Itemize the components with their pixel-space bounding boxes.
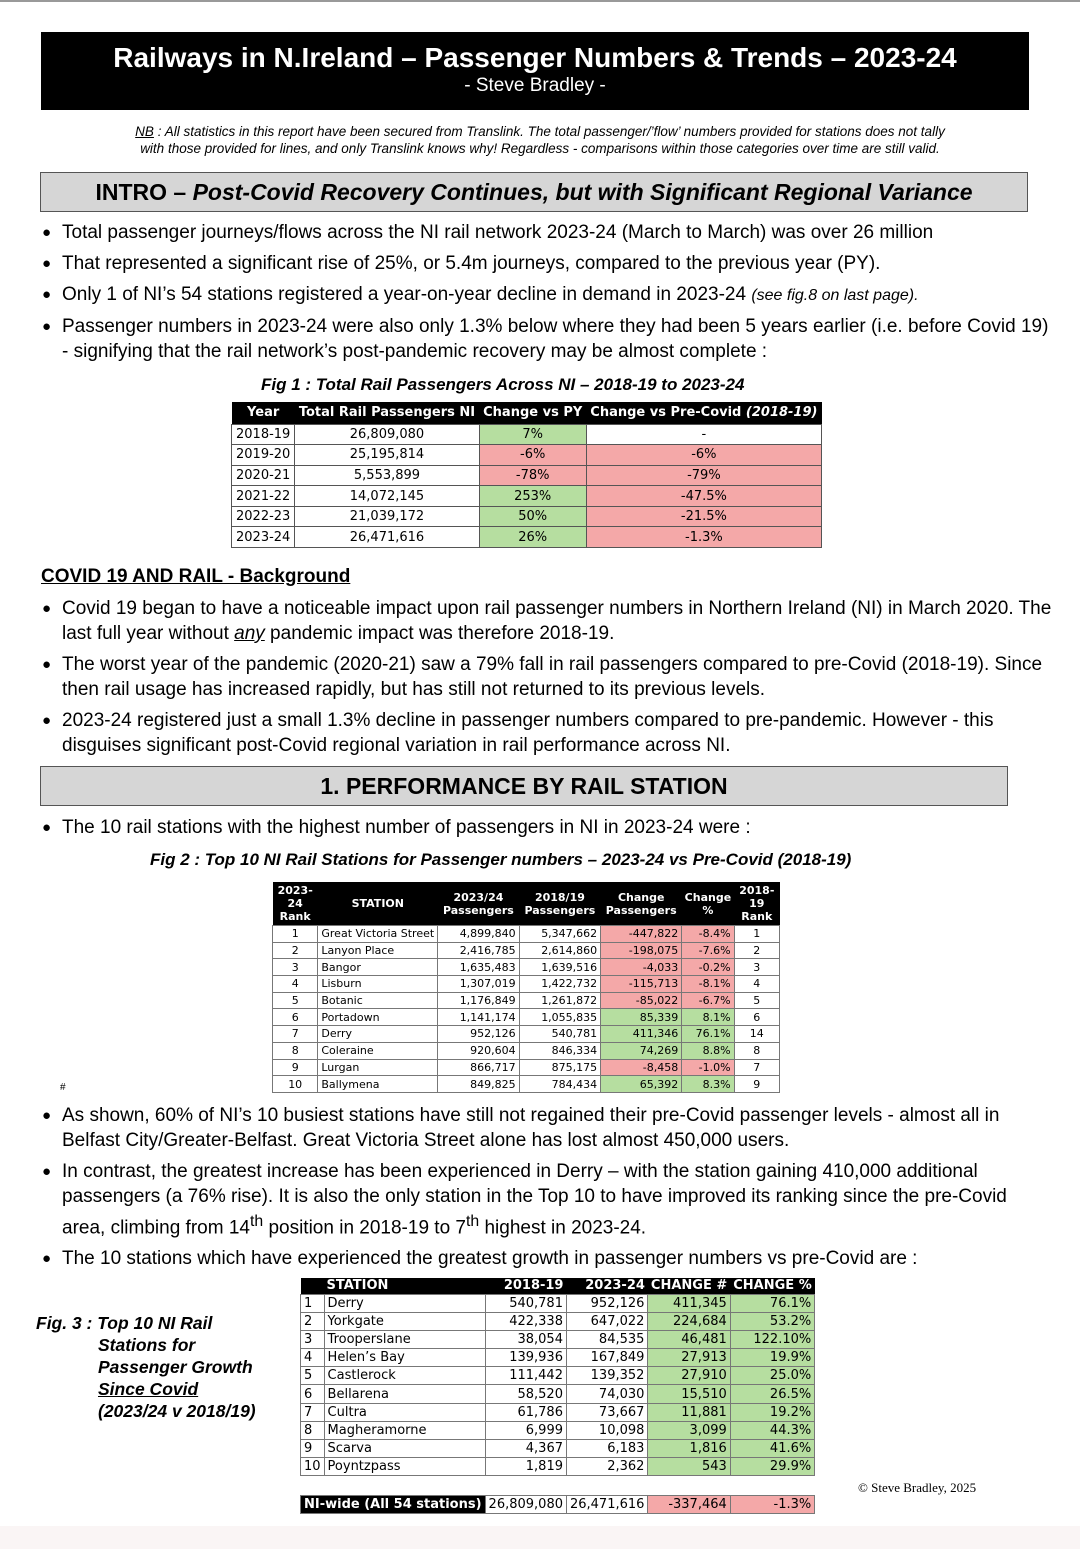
table-row	[273, 976, 780, 993]
fig2-cell-rank: 7	[273, 1026, 318, 1043]
table-row	[273, 1059, 780, 1076]
table-row	[232, 486, 822, 507]
table-row	[232, 527, 822, 548]
fig1-cell-change-py: 26%	[479, 527, 586, 548]
fig3-cell-2018: 111,442	[485, 1367, 566, 1385]
fig2-header-rank: 2023-24 Rank	[273, 882, 318, 926]
table-row	[273, 942, 780, 959]
fig2-cell-rank: 5	[273, 992, 318, 1009]
fig2-cell-change-pct: 8.8%	[682, 1042, 734, 1059]
fig2-cell-2023: 4,899,840	[438, 926, 520, 943]
fig3-cell-change-num: 3,099	[648, 1421, 730, 1439]
fig1-cell-change-precovid: -47.5%	[586, 486, 821, 507]
fig1-cell-change-precovid: -1.3%	[586, 527, 821, 548]
fig3-total-change-num: -337,464	[648, 1496, 730, 1514]
fig3-cell-2018: 61,786	[485, 1403, 566, 1421]
fig3-cell-index: 4	[301, 1349, 325, 1367]
fig2-caption: Fig 2 : Top 10 NI Rail Stations for Passenger numbers – 2023-24 vs Pre-Covid (2018-19)	[150, 850, 852, 869]
fig2-cell-2018: 875,175	[519, 1059, 601, 1076]
fig1-cell-year: 2020-21	[232, 465, 295, 486]
fig2-cell-rank: 9	[273, 1059, 318, 1076]
fig1-cell-change-py: 7%	[479, 424, 586, 445]
fig3-cell-2023: 647,022	[566, 1312, 647, 1330]
fig3-cell-change-pct: 122.10%	[730, 1330, 814, 1348]
fig3-cell-station: Yorkgate	[324, 1312, 485, 1330]
fig3-cell-change-num: 27,910	[648, 1367, 730, 1385]
fig1-cell-change-precovid: -	[586, 424, 821, 445]
fig3-total-label: NI-wide (All 54 stations)	[301, 1496, 486, 1514]
fig2-cell-2018: 784,434	[519, 1076, 601, 1093]
fig2-cell-2018: 5,347,662	[519, 926, 601, 943]
fig2-cell-rank: 1	[273, 926, 318, 943]
fig2-cell-change: -85,022	[601, 992, 682, 1009]
fig2-header-station: STATION	[318, 882, 438, 926]
fig3-header-2018: 2018-19	[485, 1278, 566, 1294]
fig1-cell-total: 5,553,899	[295, 465, 479, 486]
fig3-cell-station: Bellarena	[324, 1385, 485, 1403]
fig3-total-2023: 26,471,616	[566, 1496, 647, 1514]
fig3-cell-2023: 74,030	[566, 1385, 647, 1403]
fig1-cell-total: 14,072,145	[295, 486, 479, 507]
fig3-cell-change-pct: 44.3%	[730, 1421, 814, 1439]
intro-heading-prefix: INTRO –	[95, 179, 193, 205]
fig2-cell-change-pct: 8.1%	[682, 1009, 734, 1026]
fig2-header-change-pct: Change %	[682, 882, 734, 926]
fig2-cell-2018: 2,614,860	[519, 942, 601, 959]
table-row	[232, 506, 822, 527]
fig1-cell-total: 21,039,172	[295, 506, 479, 527]
table-row	[273, 992, 780, 1009]
fig2-cell-rank: 3	[273, 959, 318, 976]
fig3-cell-change-num: 11,881	[648, 1403, 730, 1421]
fig2-cell-change-pct: -6.7%	[682, 992, 734, 1009]
covid-bullet-2: ● The worst year of the pandemic (2020-21) saw a 79% fall in rail passengers compared to pre-Covid (2018-19). Since then rail usage has increased rapidly, but has still not returned to its previous levels.	[42, 652, 1052, 702]
fig3-cell-change-num: 543	[648, 1458, 730, 1476]
nb-text-2: with those provided for lines, and only Translink knows why! Regardless - comparisons within those categories over time are still valid.	[140, 141, 940, 156]
nb-note	[40, 123, 1040, 157]
fig2-cell-change: 85,339	[601, 1009, 682, 1026]
fig1-cell-total: 26,809,080	[295, 424, 479, 445]
fig3-cell-index: 8	[301, 1421, 325, 1439]
intro-bullet-3-note: (see fig.8 on last page).	[751, 287, 919, 304]
fig3-cell-change-pct: 19.2%	[730, 1403, 814, 1421]
perf-bullets	[42, 815, 1052, 846]
fig2-cell-2023: 952,126	[438, 1026, 520, 1043]
fig2-cell-rank: 8	[273, 1042, 318, 1059]
fig2-cell-rank-2018: 2	[734, 942, 779, 959]
fig3-cell-change-num: 15,510	[648, 1385, 730, 1403]
fig1-cell-change-py: 50%	[479, 506, 586, 527]
fig2-header-passengers-2023: 2023/24 Passengers	[438, 882, 520, 926]
fig3-cell-station: Cultra	[324, 1403, 485, 1421]
fig2-cell-2023: 920,604	[438, 1042, 520, 1059]
fig1-header-year: Year	[232, 402, 295, 424]
top-border	[0, 0, 1080, 2]
fig2-cell-change: 74,269	[601, 1042, 682, 1059]
covid-bullets	[42, 596, 1052, 764]
fig3-caption: Fig. 3 : Top 10 NI Rail Stations for Passenger Growth Since Covid (2023/24 v 2018/19)	[36, 1313, 256, 1421]
fig2-cell-change: 411,346	[601, 1026, 682, 1043]
perf-bullet-1: ● The 10 rail stations with the highest number of passengers in NI in 2023-24 were :	[42, 815, 1052, 840]
fig3-cell-change-num: 46,481	[648, 1330, 730, 1348]
fig1-header-total: Total Rail Passengers NI	[295, 402, 479, 424]
fig2-cell-change-pct: -7.6%	[682, 942, 734, 959]
fig1-cell-year: 2022-23	[232, 506, 295, 527]
fig3-cell-station: Magheramorne	[324, 1421, 485, 1439]
fig2-cell-station: Botanic	[318, 992, 438, 1009]
fig3-cell-index: 1	[301, 1294, 325, 1312]
fig2-cell-station: Ballymena	[318, 1076, 438, 1093]
fig3-cell-2018: 139,936	[485, 1349, 566, 1367]
fig1-cell-change-precovid: -21.5%	[586, 506, 821, 527]
fig3-cell-change-pct: 29.9%	[730, 1458, 814, 1476]
fig3-cell-station: Scarva	[324, 1440, 485, 1458]
table-row	[273, 926, 780, 943]
table-row	[301, 1458, 815, 1476]
fig3-cell-index: 5	[301, 1367, 325, 1385]
fig2-cell-station: Portadown	[318, 1009, 438, 1026]
table-row	[301, 1312, 815, 1330]
fig2-cell-station: Coleraine	[318, 1042, 438, 1059]
performance-heading: 1. PERFORMANCE BY RAIL STATION	[40, 766, 1008, 806]
fig2-cell-2018: 540,781	[519, 1026, 601, 1043]
nb-text-1: : All statistics in this report have been secured from Translink. The total passenger/’flow’ numbers provided for stations does not tally	[153, 124, 945, 139]
fig1-cell-change-py: -78%	[479, 465, 586, 486]
fig2-cell-2023: 1,141,174	[438, 1009, 520, 1026]
table-row	[273, 1042, 780, 1059]
fig3-cell-2023: 139,352	[566, 1367, 647, 1385]
fig2-cell-station: Bangor	[318, 959, 438, 976]
fig3-cell-station: Castlerock	[324, 1367, 485, 1385]
intro-bullet-2: ● That represented a significant rise of 25%, or 5.4m journeys, compared to the previous year (PY).	[42, 251, 1052, 276]
fig3-total-change-pct: -1.3%	[730, 1496, 814, 1514]
fig2-cell-rank-2018: 1	[734, 926, 779, 943]
fig1-cell-year: 2018-19	[232, 424, 295, 445]
covid-bullet-3: ● 2023-24 registered just a small 1.3% decline in passenger numbers compared to pre-pandemic. However - this disguises significant post-Covid regional variation in rail performance across NI.	[42, 708, 1052, 758]
fig2-cell-change: -115,713	[601, 976, 682, 993]
fig1-header-change-precovid: Change vs Pre-Covid (2018-19)	[586, 402, 821, 424]
table-row	[301, 1421, 815, 1439]
page-title: Railways in N.Ireland – Passenger Numbers & Trends – 2023-24	[113, 42, 957, 73]
fig3-cell-change-num: 224,684	[648, 1312, 730, 1330]
fig2-cell-rank-2018: 5	[734, 992, 779, 1009]
fig2-cell-station: Lurgan	[318, 1059, 438, 1076]
fig2-cell-rank: 4	[273, 976, 318, 993]
analysis-bullet-2: ● In contrast, the greatest increase has been experienced in Derry – with the station gaining 410,000 additional passengers (a 76% rise). It is also the only station in the Top 10 to have improved its ranking since the pre-Covid area, climbing from 14th position in 2018-19 to 7th highest in 2023-24.	[42, 1159, 1052, 1240]
fig2-table	[272, 882, 780, 1093]
fig2-cell-rank: 6	[273, 1009, 318, 1026]
fig3-cell-station: Poyntzpass	[324, 1458, 485, 1476]
fig3-cell-index: 6	[301, 1385, 325, 1403]
fig2-cell-2023: 2,416,785	[438, 942, 520, 959]
fig3-cell-change-pct: 19.9%	[730, 1349, 814, 1367]
fig3-header-2023: 2023-24	[566, 1278, 647, 1294]
table-row	[301, 1440, 815, 1458]
fig2-cell-station: Derry	[318, 1026, 438, 1043]
fig3-cell-2023: 952,126	[566, 1294, 647, 1312]
fig1-caption: Fig 1 : Total Rail Passengers Across NI – 2018-19 to 2023-24	[261, 375, 745, 394]
fig2-cell-rank: 10	[273, 1076, 318, 1093]
fig3-table	[300, 1278, 815, 1514]
fig2-cell-station: Lanyon Place	[318, 942, 438, 959]
fig1-cell-total: 25,195,814	[295, 445, 479, 466]
title-banner	[41, 32, 1029, 110]
fig3-cell-change-pct: 76.1%	[730, 1294, 814, 1312]
fig2-cell-change-pct: 8.3%	[682, 1076, 734, 1093]
fig3-cell-2018: 4,367	[485, 1440, 566, 1458]
fig2-cell-2023: 1,635,483	[438, 959, 520, 976]
fig2-cell-2023: 849,825	[438, 1076, 520, 1093]
fig2-cell-rank-2018: 4	[734, 976, 779, 993]
fig1-cell-year: 2023-24	[232, 527, 295, 548]
fig3-cell-change-num: 27,913	[648, 1349, 730, 1367]
intro-bullets	[42, 220, 1052, 370]
fig2-cell-change-pct: -8.1%	[682, 976, 734, 993]
footer-band	[0, 1526, 1080, 1549]
fig1-table	[231, 402, 822, 548]
intro-heading-title: Post-Covid Recovery Continues, but with Significant Regional Variance	[192, 179, 973, 205]
fig3-header-station: STATION	[301, 1278, 486, 1294]
fig2-cell-change: -8,458	[601, 1059, 682, 1076]
analysis-bullet-1: ● As shown, 60% of NI’s 10 busiest stations have still not regained their pre-Covid passenger levels - almost all in Belfast City/Greater-Belfast. Great Victoria Street alone has lost almost 450,000 users.	[42, 1103, 1052, 1153]
analysis-bullets	[42, 1103, 1052, 1277]
fig2-cell-rank: 2	[273, 942, 318, 959]
fig3-cell-2018: 540,781	[485, 1294, 566, 1312]
covid-bullet-1: ● Covid 19 began to have a noticeable impact upon rail passenger numbers in Northern Ireland (NI) in March 2020. The last full year without any pandemic impact was therefore 2018-19.	[42, 596, 1052, 646]
fig3-cell-2023: 6,183	[566, 1440, 647, 1458]
copyright: © Steve Bradley, 2025	[858, 1480, 977, 1495]
table-row	[273, 1026, 780, 1043]
fig2-header-rank-2018: 2018-19 Rank	[734, 882, 779, 926]
fig3-spacer	[301, 1476, 815, 1496]
table-row	[273, 959, 780, 976]
fig1-cell-change-py: -6%	[479, 445, 586, 466]
fig2-cell-2023: 866,717	[438, 1059, 520, 1076]
fig2-cell-rank-2018: 14	[734, 1026, 779, 1043]
fig2-cell-rank-2018: 8	[734, 1042, 779, 1059]
author-line: - Steve Bradley -	[464, 75, 606, 96]
fig3-cell-2023: 167,849	[566, 1349, 647, 1367]
fig2-cell-rank-2018: 7	[734, 1059, 779, 1076]
fig1-cell-total: 26,471,616	[295, 527, 479, 548]
fig2-cell-2023: 1,176,849	[438, 992, 520, 1009]
fig2-cell-2018: 1,055,835	[519, 1009, 601, 1026]
fig3-header-change-num: CHANGE #	[648, 1278, 730, 1294]
fig2-cell-2018: 846,334	[519, 1042, 601, 1059]
fig3-cell-index: 10	[301, 1458, 325, 1476]
fig2-cell-rank-2018: 9	[734, 1076, 779, 1093]
fig2-header-change-passengers: Change Passengers	[601, 882, 682, 926]
fig2-cell-change-pct: 76.1%	[682, 1026, 734, 1043]
fig1-cell-change-precovid: -6%	[586, 445, 821, 466]
fig2-cell-change: -4,033	[601, 959, 682, 976]
fig3-cell-2023: 84,535	[566, 1330, 647, 1348]
hash-mark: #	[60, 1082, 66, 1093]
fig3-cell-2018: 6,999	[485, 1421, 566, 1439]
table-row	[232, 465, 822, 486]
fig1-header-change-py: Change vs PY	[479, 402, 586, 424]
fig1-cell-year: 2021-22	[232, 486, 295, 507]
fig3-cell-change-num: 411,345	[648, 1294, 730, 1312]
intro-bullet-3: ● Only 1 of NI’s 54 stations registered a year-on-year decline in demand in 2023-24 (see fig.8 on last page).	[42, 282, 1052, 308]
fig2-cell-change-pct: -1.0%	[682, 1059, 734, 1076]
fig3-cell-change-pct: 26.5%	[730, 1385, 814, 1403]
fig2-cell-2018: 1,639,516	[519, 959, 601, 976]
fig3-header-change-pct: CHANGE %	[730, 1278, 814, 1294]
fig2-cell-station: Great Victoria Street	[318, 926, 438, 943]
table-row	[273, 1009, 780, 1026]
fig3-cell-2023: 2,362	[566, 1458, 647, 1476]
fig3-cell-change-pct: 25.0%	[730, 1367, 814, 1385]
table-row	[273, 1076, 780, 1093]
fig1-cell-year: 2019-20	[232, 445, 295, 466]
fig3-cell-index: 3	[301, 1330, 325, 1348]
fig2-header-passengers-2018: 2018/19 Passengers	[519, 882, 601, 926]
fig3-cell-2023: 73,667	[566, 1403, 647, 1421]
nb-label: NB	[135, 124, 154, 139]
fig2-cell-2023: 1,307,019	[438, 976, 520, 993]
fig3-total-row	[301, 1496, 815, 1514]
fig2-cell-2018: 1,422,732	[519, 976, 601, 993]
intro-heading	[40, 172, 1028, 212]
fig3-cell-2018: 1,819	[485, 1458, 566, 1476]
table-row	[301, 1367, 815, 1385]
fig3-total-2018: 26,809,080	[485, 1496, 566, 1514]
fig3-cell-change-num: 1,816	[648, 1440, 730, 1458]
table-row	[301, 1294, 815, 1312]
table-row	[301, 1330, 815, 1348]
table-row	[232, 445, 822, 466]
fig2-cell-2018: 1,261,872	[519, 992, 601, 1009]
fig2-cell-change-pct: -0.2%	[682, 959, 734, 976]
analysis-bullet-3: ● The 10 stations which have experienced the greatest growth in passenger numbers vs pre-Covid are :	[42, 1246, 1052, 1271]
fig2-cell-change: -447,822	[601, 926, 682, 943]
intro-bullet-4: ● Passenger numbers in 2023-24 were also only 1.3% below where they had been 5 years earlier (i.e. before Covid 19) - signifying that the rail network’s post-pandemic recovery may be almost complete :	[42, 314, 1052, 364]
fig2-cell-change-pct: -8.4%	[682, 926, 734, 943]
fig3-cell-station: Derry	[324, 1294, 485, 1312]
fig1-cell-change-precovid: -79%	[586, 465, 821, 486]
fig3-cell-index: 9	[301, 1440, 325, 1458]
emphasis-any: any	[234, 623, 265, 644]
fig3-cell-station: Trooperslane	[324, 1330, 485, 1348]
fig3-cell-change-pct: 53.2%	[730, 1312, 814, 1330]
table-row	[301, 1349, 815, 1367]
fig3-cell-2018: 58,520	[485, 1385, 566, 1403]
fig3-cell-station: Helen’s Bay	[324, 1349, 485, 1367]
intro-bullet-1: ● Total passenger journeys/flows across the NI rail network 2023-24 (March to March) was over 26 million	[42, 220, 1052, 245]
table-row	[301, 1385, 815, 1403]
fig3-cell-2018: 38,054	[485, 1330, 566, 1348]
table-row	[301, 1403, 815, 1421]
fig3-cell-2018: 422,338	[485, 1312, 566, 1330]
fig1-cell-change-py: 253%	[479, 486, 586, 507]
table-row	[232, 424, 822, 445]
fig3-cell-index: 2	[301, 1312, 325, 1330]
fig3-cell-2023: 10,098	[566, 1421, 647, 1439]
fig2-cell-rank-2018: 6	[734, 1009, 779, 1026]
fig2-cell-rank-2018: 3	[734, 959, 779, 976]
fig3-cell-change-pct: 41.6%	[730, 1440, 814, 1458]
covid-heading: COVID 19 AND RAIL - Background	[41, 566, 351, 587]
fig2-cell-change: -198,075	[601, 942, 682, 959]
fig3-cell-index: 7	[301, 1403, 325, 1421]
fig2-cell-change: 65,392	[601, 1076, 682, 1093]
fig2-cell-station: Lisburn	[318, 976, 438, 993]
